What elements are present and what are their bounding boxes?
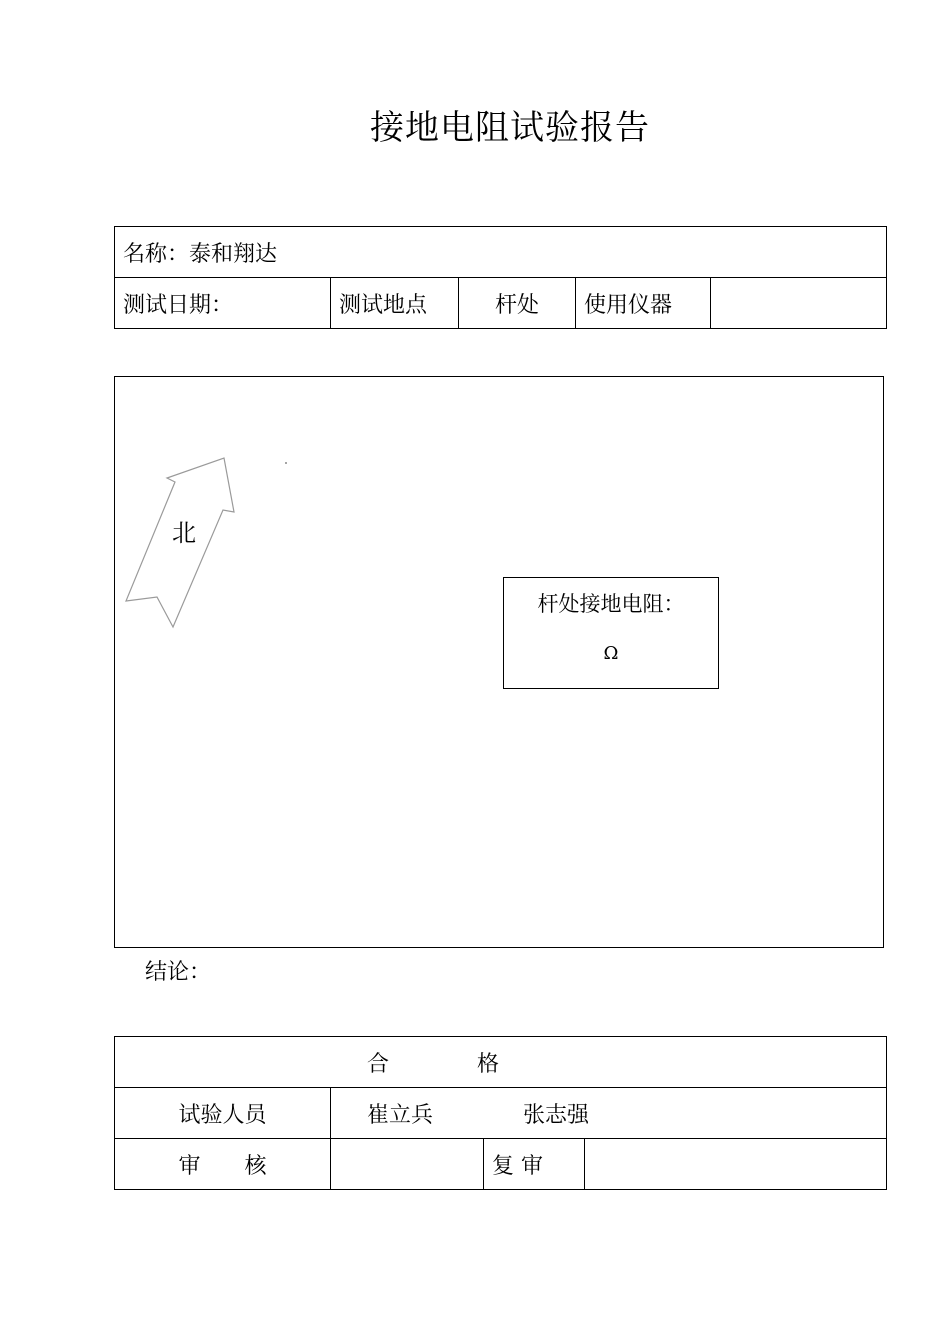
test-date-label: 测试日期：: [115, 278, 331, 329]
result-value: 合 格: [115, 1037, 887, 1088]
resistance-label: 杆处接地电阻：: [537, 592, 685, 616]
tester-name: 崔立兵: [367, 1102, 434, 1128]
tester-label: 试验人员: [115, 1088, 331, 1139]
result-table: [114, 1036, 887, 1190]
name-cell: [115, 227, 887, 278]
review-row: [115, 1139, 887, 1190]
test-info-row: [115, 278, 887, 329]
test-site-label: 测试地点: [331, 278, 459, 329]
rereview-label: 复 审: [484, 1139, 585, 1190]
test-site-value: 杆处: [459, 278, 576, 329]
north-label: 北: [172, 519, 196, 547]
instrument-label: 使用仪器: [576, 278, 711, 329]
conclusion-label: 结论：: [145, 960, 212, 985]
rereview-value: [585, 1139, 887, 1190]
testers-cell: [331, 1088, 887, 1139]
north-arrow-icon: [120, 452, 245, 634]
stray-dot: [285, 462, 287, 464]
name-row: [115, 227, 887, 278]
instrument-value: [711, 278, 887, 329]
result-row: [115, 1037, 887, 1088]
name-label: 名称：: [123, 241, 190, 267]
name-value: 泰和翔达: [189, 241, 278, 267]
testers-row: [115, 1088, 887, 1139]
reviewer-value: [331, 1139, 484, 1190]
page-title: 接地电阻试验报告: [370, 108, 650, 148]
ohm-unit: Ω: [603, 643, 619, 664]
tester-name: 张志强: [523, 1102, 590, 1128]
resistance-reading-box: [503, 577, 719, 689]
info-table: [114, 226, 887, 329]
reviewer-label: 审 核: [115, 1139, 331, 1190]
